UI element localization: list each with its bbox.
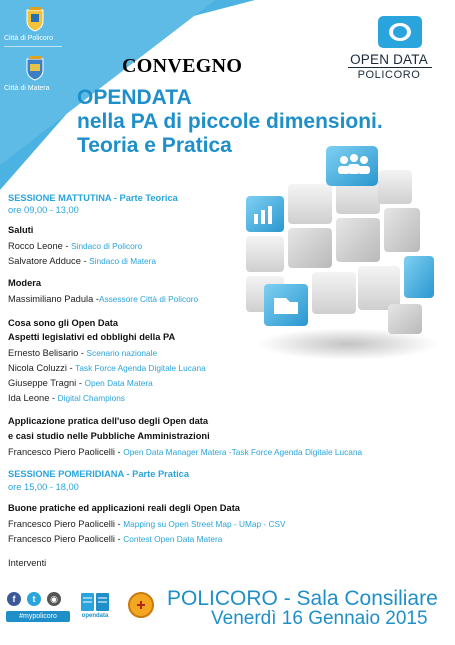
speaker-name: Francesco Piero Paolicelli	[8, 447, 115, 457]
topic-heading: e casi studio nelle Pubbliche Amministrazioni	[8, 431, 210, 441]
speaker-role: Assessore Città di Policoro	[98, 294, 199, 304]
afternoon-session-title: SESSIONE POMERIDIANA - Parte Pratica	[8, 469, 189, 479]
speaker-row: Ida Leone - Digital Champions	[8, 393, 125, 403]
afternoon-session-time: ore 15,00 - 18,00	[8, 482, 79, 492]
speaker-row: Ernesto Belisario - Scenario nazionale	[8, 348, 158, 358]
speaker-name: Salvatore Adduce	[8, 256, 81, 266]
speaker-row: Salvatore Adduce - Sindaco di Matera	[8, 256, 157, 266]
speaker-role: Scenario nazionale	[86, 348, 158, 358]
matera-crest-icon	[24, 55, 46, 81]
speaker-role: Sindaco di Matera	[89, 256, 157, 266]
logo-text-open-data: OPEN DATA	[350, 52, 428, 67]
data-cube-illustration	[238, 144, 443, 364]
speaker-role: Contest Open Data Matera	[123, 534, 223, 544]
speaker-name: Nicola Coluzzi	[8, 363, 67, 373]
speaker-row: Francesco Piero Paolicelli - Mapping su Open Street Map - UMap - CSV	[8, 519, 286, 529]
event-date: Venerdì 16 Gennaio 2015	[211, 608, 428, 629]
speaker-name: Ida Leone	[8, 393, 50, 403]
topic-heading: Buone pratiche ed applicazioni reali degli Open Data	[8, 503, 240, 513]
logo-divider	[348, 67, 432, 68]
camera-icon[interactable]: ◉	[47, 592, 61, 606]
opendata-label: opendata	[81, 613, 109, 619]
speaker-role: Digital Champions	[57, 393, 125, 403]
modera-heading: Modera	[8, 278, 42, 288]
speaker-row: Francesco Piero Paolicelli - Open Data Manager Matera -Task Force Agenda Digitale Lucana	[8, 447, 363, 457]
title-line: nella PA di piccole dimensioni.	[77, 110, 383, 133]
city-divider	[4, 46, 62, 47]
speaker-name: Massimiliano Padula	[8, 294, 94, 304]
facebook-icon[interactable]: f	[7, 592, 21, 606]
city-label-policoro: Città di Policoro	[4, 35, 54, 42]
topic-heading: Applicazione pratica dell'uso degli Open data	[8, 416, 209, 426]
speaker-row: Francesco Piero Paolicelli - Contest Open Data Matera	[8, 534, 223, 544]
speaker-name: Francesco Piero Paolicelli	[8, 519, 115, 529]
morning-session-title: SESSIONE MATTUTINA - Parte Teorica	[8, 193, 178, 203]
speaker-row: Rocco Leone - Sindaco di Policoro	[8, 241, 143, 251]
title-line: OPENDATA	[77, 86, 192, 109]
policoro-crest-icon	[24, 6, 46, 32]
speaker-role: Task Force Agenda Digitale Lucana	[75, 363, 206, 373]
interventi-label: Interventi	[8, 558, 47, 568]
speaker-name: Francesco Piero Paolicelli	[8, 534, 115, 544]
saluti-heading: Saluti	[8, 225, 34, 235]
speaker-name: Giuseppe Tragni	[8, 378, 77, 388]
speaker-row: Massimiliano Padula -Assessore Città di Policoro	[8, 294, 199, 304]
event-venue: POLICORO - Sala Consiliare	[167, 587, 438, 610]
speaker-name: Ernesto Belisario	[8, 348, 79, 358]
morning-session-time: ore 09,00 - 13,00	[8, 205, 79, 215]
topic-heading: Aspetti legislativi ed obblighi della PA	[8, 332, 176, 342]
speaker-row: Nicola Coluzzi - Task Force Agenda Digitale Lucana	[8, 363, 206, 373]
speaker-name: Rocco Leone	[8, 241, 63, 251]
twitter-icon[interactable]: t	[27, 592, 41, 606]
speaker-role: Open Data Manager Matera -Task Force Agenda Digitale Lucana	[123, 447, 363, 457]
speaker-role: Mapping su Open Street Map - UMap - CSV	[123, 519, 286, 529]
event-type: CONVEGNO	[122, 55, 243, 77]
speaker-role: Open Data Matera	[84, 378, 153, 388]
title-line: Teoria e Pratica	[77, 134, 232, 157]
matera-seal-icon	[128, 592, 154, 618]
city-label-matera: Città di Matera	[4, 85, 50, 92]
speaker-row: Giuseppe Tragni - Open Data Matera	[8, 378, 153, 388]
speaker-role: Sindaco di Policoro	[71, 241, 143, 251]
hashtag-badge[interactable]: #mypolicoro	[6, 611, 70, 622]
topic-heading: Cosa sono gli Open Data	[8, 318, 119, 328]
logo-text-policoro: POLICORO	[357, 69, 421, 81]
